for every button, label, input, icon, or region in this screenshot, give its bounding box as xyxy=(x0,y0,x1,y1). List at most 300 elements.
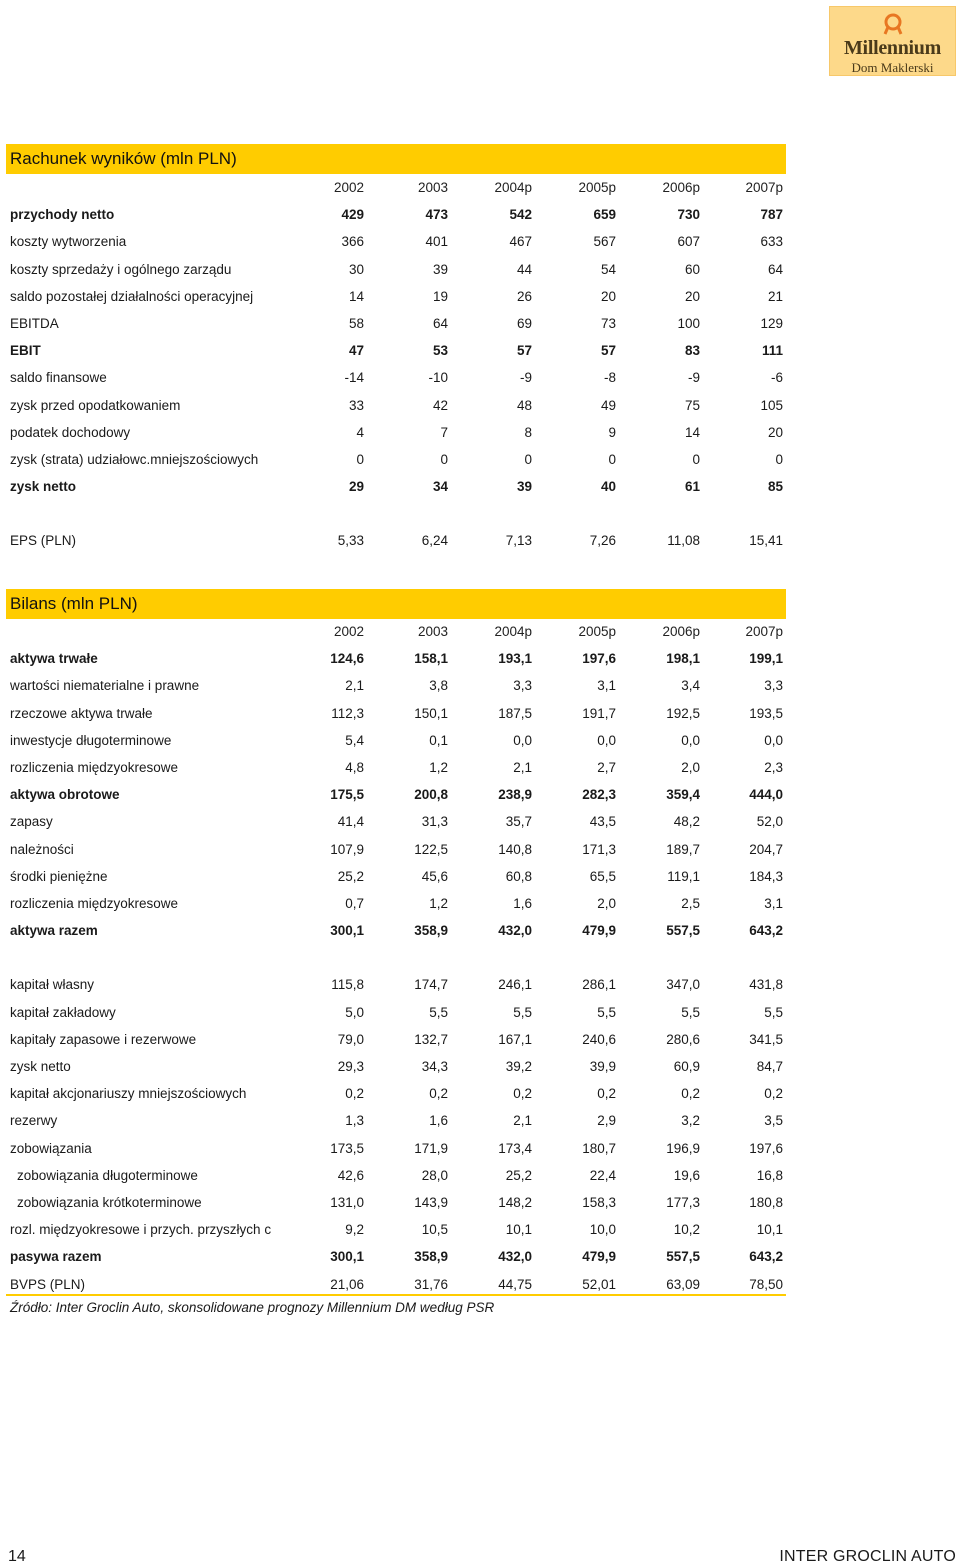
value-cell: 20 xyxy=(684,288,700,304)
value-cell: 184,3 xyxy=(749,868,783,884)
value-cell: 14 xyxy=(348,288,364,304)
value-cell: 54 xyxy=(600,261,616,277)
value-cell: 3,2 xyxy=(681,1113,700,1129)
table-row xyxy=(6,227,786,254)
value-cell: -8 xyxy=(603,370,616,386)
value-cell: 22,4 xyxy=(589,1167,616,1183)
value-cell: 148,2 xyxy=(498,1194,532,1210)
row-label: zysk netto xyxy=(10,1059,71,1074)
value-cell: 180,8 xyxy=(749,1194,783,1210)
value-cell: 429 xyxy=(341,207,364,223)
value-cell: 5,4 xyxy=(345,732,364,748)
value-cell: 25,2 xyxy=(505,1167,532,1183)
row-label: saldo finansowe xyxy=(10,370,107,386)
value-cell: 542 xyxy=(509,207,532,223)
value-cell: 2,1 xyxy=(345,678,364,694)
value-cell: 280,6 xyxy=(666,1031,700,1047)
value-cell: 115,8 xyxy=(331,977,364,993)
value-cell: 432,0 xyxy=(498,1249,532,1265)
value-cell: 401 xyxy=(425,234,448,250)
value-cell: 9 xyxy=(608,424,616,440)
value-cell: 2,0 xyxy=(597,895,616,911)
value-cell: 0,2 xyxy=(513,1086,532,1102)
table-row xyxy=(6,835,786,862)
row-label: EPS (PLN) xyxy=(10,533,77,549)
value-cell: 5,5 xyxy=(513,1004,532,1020)
value-cell: 5,5 xyxy=(597,1004,616,1020)
value-cell: 0,0 xyxy=(597,732,616,748)
value-cell: 0,2 xyxy=(345,1086,364,1102)
value-cell: 730 xyxy=(677,207,700,223)
logo-subtitle: Dom Maklerski xyxy=(851,60,934,75)
table-bottom-rule xyxy=(6,1294,786,1296)
row-label: aktywa trwałe xyxy=(10,651,98,667)
value-cell: 7,13 xyxy=(505,533,532,549)
value-cell: 607 xyxy=(677,234,700,250)
value-cell: 14 xyxy=(684,424,700,440)
row-spacer xyxy=(6,943,786,970)
year-header-cell: 2007p xyxy=(745,624,783,639)
value-cell: 187,5 xyxy=(498,705,532,721)
table-row xyxy=(6,472,786,499)
value-cell: 246,1 xyxy=(498,977,532,993)
value-cell: 84,7 xyxy=(756,1059,783,1074)
value-cell: 557,5 xyxy=(666,1249,700,1265)
value-cell: 2,9 xyxy=(597,1113,616,1129)
value-cell: 42 xyxy=(432,397,448,413)
value-cell: 0 xyxy=(356,451,364,467)
value-cell: 7 xyxy=(440,424,448,440)
row-label: rozl. międzyokresowe i przych. przyszłych c xyxy=(10,1222,272,1238)
table-row xyxy=(6,1242,786,1269)
value-cell: 359,4 xyxy=(666,787,700,803)
value-cell: 173,5 xyxy=(330,1140,364,1156)
value-cell: 0,2 xyxy=(764,1086,783,1102)
value-cell: 192,5 xyxy=(666,705,700,721)
value-cell: 31,76 xyxy=(414,1276,448,1292)
row-label: EBITDA xyxy=(10,315,59,331)
table-row xyxy=(6,445,786,472)
value-cell: 643,2 xyxy=(749,1249,783,1265)
value-cell: 2,0 xyxy=(681,759,700,775)
year-header-cell: 2002 xyxy=(333,624,364,639)
row-label: rzeczowe aktywa trwałe xyxy=(10,705,153,721)
row-label: kapitał własny xyxy=(10,977,95,993)
value-cell: 191,7 xyxy=(582,705,616,721)
value-cell: 83 xyxy=(684,343,700,359)
value-cell: 193,1 xyxy=(498,651,532,667)
value-cell: 366 xyxy=(341,234,364,250)
value-cell: 10,1 xyxy=(756,1222,783,1238)
value-cell: 7,26 xyxy=(589,533,616,549)
value-cell: 3,4 xyxy=(681,678,700,694)
row-label: kapitał akcjonariuszy mniejszościowych xyxy=(10,1086,247,1102)
row-label: zysk netto xyxy=(10,479,77,495)
value-cell: 52,0 xyxy=(756,814,783,830)
value-cell: 29,3 xyxy=(337,1059,364,1074)
income-statement-table xyxy=(6,173,786,554)
row-label: wartości niematerialne i prawne xyxy=(10,678,200,694)
row-label: rozliczenia międzyokresowe xyxy=(10,895,179,911)
value-cell: 467 xyxy=(509,234,532,250)
value-cell: 150,1 xyxy=(414,705,448,721)
value-cell: 39,2 xyxy=(505,1059,532,1074)
value-cell: 2,3 xyxy=(764,759,783,775)
value-cell: 4 xyxy=(356,424,364,440)
row-label: zysk (strata) udziałowc.mniejszościowych xyxy=(10,451,259,467)
value-cell: 2,7 xyxy=(597,759,616,775)
row-label: kapitał zakładowy xyxy=(10,1004,116,1020)
table-row xyxy=(6,862,786,889)
value-cell: 193,5 xyxy=(749,705,783,721)
value-cell: 5,0 xyxy=(345,1004,364,1020)
table-row xyxy=(6,526,786,553)
value-cell: 34,3 xyxy=(421,1059,448,1074)
value-cell: 26 xyxy=(516,288,532,304)
row-label: rozliczenia międzyokresowe xyxy=(10,759,179,775)
value-cell: 107,9 xyxy=(330,841,364,857)
value-cell: 567 xyxy=(593,234,616,250)
value-cell: 39 xyxy=(516,479,532,495)
value-cell: 47 xyxy=(348,343,364,359)
value-cell: 282,3 xyxy=(582,787,616,803)
value-cell: 0 xyxy=(524,451,532,467)
value-cell: -14 xyxy=(344,370,364,386)
value-cell: 787 xyxy=(760,207,783,223)
value-cell: 5,33 xyxy=(337,533,364,549)
value-cell: 53 xyxy=(432,343,448,359)
value-cell: 111 xyxy=(761,343,783,359)
value-cell: 199,1 xyxy=(749,651,783,667)
value-cell: 173,4 xyxy=(498,1140,532,1156)
value-cell: 69 xyxy=(516,315,532,331)
value-cell: 189,7 xyxy=(666,841,700,857)
year-header-row xyxy=(6,173,786,200)
value-cell: 633 xyxy=(760,234,783,250)
value-cell: 60,9 xyxy=(673,1059,700,1074)
year-header-cell: 2006p xyxy=(662,180,700,195)
table-row xyxy=(6,1106,786,1133)
value-cell: 48,2 xyxy=(673,814,700,830)
row-label: zobowiązania xyxy=(10,1140,92,1156)
value-cell: 0,2 xyxy=(597,1086,616,1102)
value-cell: 1,6 xyxy=(513,895,532,911)
row-label: inwestycje długoterminowe xyxy=(10,732,172,748)
value-cell: 432,0 xyxy=(498,923,532,939)
table-row xyxy=(6,889,786,916)
value-cell: 64 xyxy=(767,261,783,277)
value-cell: 444,0 xyxy=(749,787,783,803)
table-row xyxy=(6,391,786,418)
value-cell: 643,2 xyxy=(749,923,783,939)
income-statement-title: Rachunek wyników (mln PLN) xyxy=(6,144,786,174)
value-cell: 171,3 xyxy=(582,841,616,857)
value-cell: 347,0 xyxy=(666,977,700,993)
value-cell: 10,2 xyxy=(673,1222,700,1238)
value-cell: 2,1 xyxy=(513,1113,532,1129)
value-cell: 105 xyxy=(760,397,783,413)
value-cell: 19,6 xyxy=(673,1167,700,1183)
value-cell: 0,7 xyxy=(345,895,364,911)
value-cell: 64 xyxy=(432,315,448,331)
page-number: 14 xyxy=(8,1548,26,1565)
value-cell: 3,1 xyxy=(597,678,616,694)
row-label: przychody netto xyxy=(10,207,115,223)
table-row xyxy=(6,255,786,282)
value-cell: 140,8 xyxy=(498,841,532,857)
value-cell: 2,5 xyxy=(681,895,700,911)
value-cell: 3,8 xyxy=(429,678,448,694)
value-cell: 431,8 xyxy=(749,977,783,993)
table-row xyxy=(6,1215,786,1242)
value-cell: 0,2 xyxy=(681,1086,700,1102)
value-cell: 19 xyxy=(432,288,448,304)
value-cell: 21 xyxy=(767,288,783,304)
value-cell: 167,1 xyxy=(498,1031,532,1047)
value-cell: 119,1 xyxy=(667,868,700,884)
value-cell: 1,6 xyxy=(429,1113,448,1129)
value-cell: 33 xyxy=(348,397,364,413)
value-cell: 85 xyxy=(767,479,783,495)
value-cell: 6,24 xyxy=(421,533,448,549)
value-cell: 204,7 xyxy=(749,841,783,857)
year-header-cell: 2006p xyxy=(662,624,700,639)
row-label: kapitały zapasowe i rezerwowe xyxy=(10,1031,197,1047)
value-cell: 52,01 xyxy=(582,1276,616,1292)
value-cell: 473 xyxy=(425,207,448,223)
value-cell: 16,8 xyxy=(756,1167,783,1183)
value-cell: 0,2 xyxy=(429,1086,448,1102)
table-row xyxy=(6,309,786,336)
value-cell: 11,08 xyxy=(667,533,700,549)
value-cell: 3,5 xyxy=(764,1113,783,1129)
value-cell: 131,0 xyxy=(330,1194,364,1210)
value-cell: 57 xyxy=(600,343,616,359)
footer-title: INTER GROCLIN AUTO xyxy=(779,1548,956,1565)
row-label: środki pieniężne xyxy=(10,868,108,884)
table-row xyxy=(6,780,786,807)
value-cell: 10,1 xyxy=(505,1222,532,1238)
value-cell: 0,1 xyxy=(429,732,448,748)
row-label: BVPS (PLN) xyxy=(10,1276,86,1292)
year-header-cell: 2007p xyxy=(745,180,783,195)
year-header-cell: 2004p xyxy=(494,624,532,639)
value-cell: 122,5 xyxy=(414,841,448,857)
value-cell: 2,1 xyxy=(513,759,532,775)
value-cell: 341,5 xyxy=(749,1031,783,1047)
table-row xyxy=(6,1025,786,1052)
value-cell: 5,5 xyxy=(764,1004,783,1020)
value-cell: 34 xyxy=(432,479,448,495)
value-cell: -9 xyxy=(687,370,700,386)
row-label: pasywa razem xyxy=(10,1249,102,1265)
value-cell: 58 xyxy=(348,315,364,331)
year-header-cell: 2004p xyxy=(494,180,532,195)
value-cell: 300,1 xyxy=(330,1249,364,1265)
value-cell: 4,8 xyxy=(345,759,364,775)
row-label: należności xyxy=(10,841,74,857)
table-row xyxy=(6,1079,786,1106)
value-cell: 171,9 xyxy=(414,1140,448,1156)
value-cell: 1,2 xyxy=(429,895,448,911)
row-spacer xyxy=(6,499,786,526)
value-cell: 79,0 xyxy=(337,1031,364,1047)
value-cell: 180,7 xyxy=(582,1140,616,1156)
value-cell: 240,6 xyxy=(582,1031,616,1047)
table-row xyxy=(6,363,786,390)
table-row xyxy=(6,418,786,445)
value-cell: 3,1 xyxy=(764,895,783,911)
table-row xyxy=(6,970,786,997)
value-cell: 175,5 xyxy=(330,787,364,803)
value-cell: 44,75 xyxy=(498,1276,532,1292)
value-cell: 0,0 xyxy=(681,732,700,748)
balance-sheet-title: Bilans (mln PLN) xyxy=(6,589,786,619)
value-cell: 8 xyxy=(524,424,532,440)
value-cell: 29 xyxy=(348,479,364,495)
value-cell: 35,7 xyxy=(505,814,532,830)
row-label: EBIT xyxy=(10,343,41,359)
value-cell: 0 xyxy=(608,451,616,467)
value-cell: 57 xyxy=(516,343,532,359)
value-cell: 197,6 xyxy=(582,651,616,667)
table-row xyxy=(6,726,786,753)
value-cell: 78,50 xyxy=(749,1276,783,1292)
value-cell: 44 xyxy=(516,261,532,277)
table-row xyxy=(6,1134,786,1161)
value-cell: 3,3 xyxy=(513,678,532,694)
value-cell: 28,0 xyxy=(421,1167,448,1183)
year-header-cell: 2005p xyxy=(578,624,616,639)
table-row xyxy=(6,1270,786,1297)
value-cell: -10 xyxy=(428,370,448,386)
table-row xyxy=(6,282,786,309)
table-row xyxy=(6,1052,786,1079)
value-cell: 479,9 xyxy=(582,1249,616,1265)
value-cell: 73 xyxy=(600,315,616,331)
value-cell: 0 xyxy=(692,451,700,467)
value-cell: 61 xyxy=(684,479,700,495)
value-cell: 143,9 xyxy=(414,1194,448,1210)
value-cell: 659 xyxy=(593,207,616,223)
value-cell: 60,8 xyxy=(505,868,532,884)
value-cell: 31,3 xyxy=(421,814,448,830)
value-cell: 41,4 xyxy=(337,814,364,830)
value-cell: 48 xyxy=(516,397,532,413)
value-cell: 10,5 xyxy=(421,1222,448,1238)
value-cell: 5,5 xyxy=(681,1004,700,1020)
row-label: saldo pozostałej działalności operacyjnej xyxy=(10,288,254,304)
table-row xyxy=(6,336,786,363)
table-row xyxy=(6,998,786,1025)
value-cell: 198,1 xyxy=(666,651,700,667)
value-cell: -6 xyxy=(770,370,783,386)
year-header-cell: 2005p xyxy=(578,180,616,195)
value-cell: 174,7 xyxy=(414,977,448,993)
logo-name: Millennium xyxy=(843,37,941,59)
value-cell: 45,6 xyxy=(421,868,448,884)
value-cell: -9 xyxy=(519,370,532,386)
row-label: zapasy xyxy=(10,814,53,830)
table-row xyxy=(6,1161,786,1188)
value-cell: 0 xyxy=(775,451,783,467)
value-cell: 238,9 xyxy=(498,787,532,803)
year-header-cell: 2002 xyxy=(333,180,364,195)
value-cell: 197,6 xyxy=(749,1140,783,1156)
value-cell: 10,0 xyxy=(589,1222,616,1238)
value-cell: 42,6 xyxy=(337,1167,364,1183)
value-cell: 158,3 xyxy=(582,1194,616,1210)
table-row xyxy=(6,753,786,780)
value-cell: 177,3 xyxy=(666,1194,700,1210)
value-cell: 129 xyxy=(760,315,783,331)
row-label: koszty wytworzenia xyxy=(10,234,127,250)
year-header-cell: 2003 xyxy=(417,180,448,195)
value-cell: 358,9 xyxy=(414,1249,448,1265)
table-row xyxy=(6,807,786,834)
value-cell: 60 xyxy=(684,261,700,277)
value-cell: 132,7 xyxy=(414,1031,448,1047)
table-row xyxy=(6,200,786,227)
millennium-logo xyxy=(829,6,956,76)
value-cell: 1,3 xyxy=(345,1113,364,1129)
row-label: zobowiązania krótkoterminowe xyxy=(17,1194,202,1210)
value-cell: 0,0 xyxy=(764,732,783,748)
table-row xyxy=(6,671,786,698)
value-cell: 3,3 xyxy=(764,678,783,694)
value-cell: 0,0 xyxy=(513,732,532,748)
table-row xyxy=(6,699,786,726)
value-cell: 39,9 xyxy=(589,1059,616,1074)
value-cell: 20 xyxy=(600,288,616,304)
value-cell: 63,09 xyxy=(666,1276,700,1292)
table-row xyxy=(6,1188,786,1215)
source-note: Źródło: Inter Groclin Auto, skonsolidowane prognozy Millennium DM według PSR xyxy=(10,1300,495,1315)
value-cell: 158,1 xyxy=(414,651,448,667)
value-cell: 124,6 xyxy=(330,651,364,667)
value-cell: 49 xyxy=(600,397,616,413)
value-cell: 0 xyxy=(440,451,448,467)
value-cell: 200,8 xyxy=(414,787,448,803)
row-label: podatek dochodowy xyxy=(10,424,131,440)
value-cell: 196,9 xyxy=(666,1140,700,1156)
year-header-cell: 2003 xyxy=(417,624,448,639)
row-label: koszty sprzedaży i ogólnego zarządu xyxy=(10,261,232,277)
year-header-row xyxy=(6,617,786,644)
value-cell: 479,9 xyxy=(582,923,616,939)
millennium-ribbon-icon xyxy=(882,13,904,35)
value-cell: 100 xyxy=(677,315,700,331)
value-cell: 5,5 xyxy=(429,1004,448,1020)
value-cell: 21,06 xyxy=(330,1276,364,1292)
value-cell: 300,1 xyxy=(330,923,364,939)
value-cell: 30 xyxy=(348,261,364,277)
value-cell: 75 xyxy=(684,397,700,413)
value-cell: 20 xyxy=(767,424,783,440)
row-label: zysk przed opodatkowaniem xyxy=(10,397,181,413)
balance-sheet-table xyxy=(6,617,786,1297)
value-cell: 286,1 xyxy=(582,977,616,993)
table-row xyxy=(6,916,786,943)
value-cell: 9,2 xyxy=(345,1222,364,1238)
value-cell: 39 xyxy=(432,261,448,277)
value-cell: 15,41 xyxy=(749,533,783,549)
row-label: rezerwy xyxy=(10,1113,58,1129)
row-label: zobowiązania długoterminowe xyxy=(17,1167,198,1183)
value-cell: 65,5 xyxy=(589,868,616,884)
value-cell: 43,5 xyxy=(589,814,616,830)
value-cell: 358,9 xyxy=(414,923,448,939)
